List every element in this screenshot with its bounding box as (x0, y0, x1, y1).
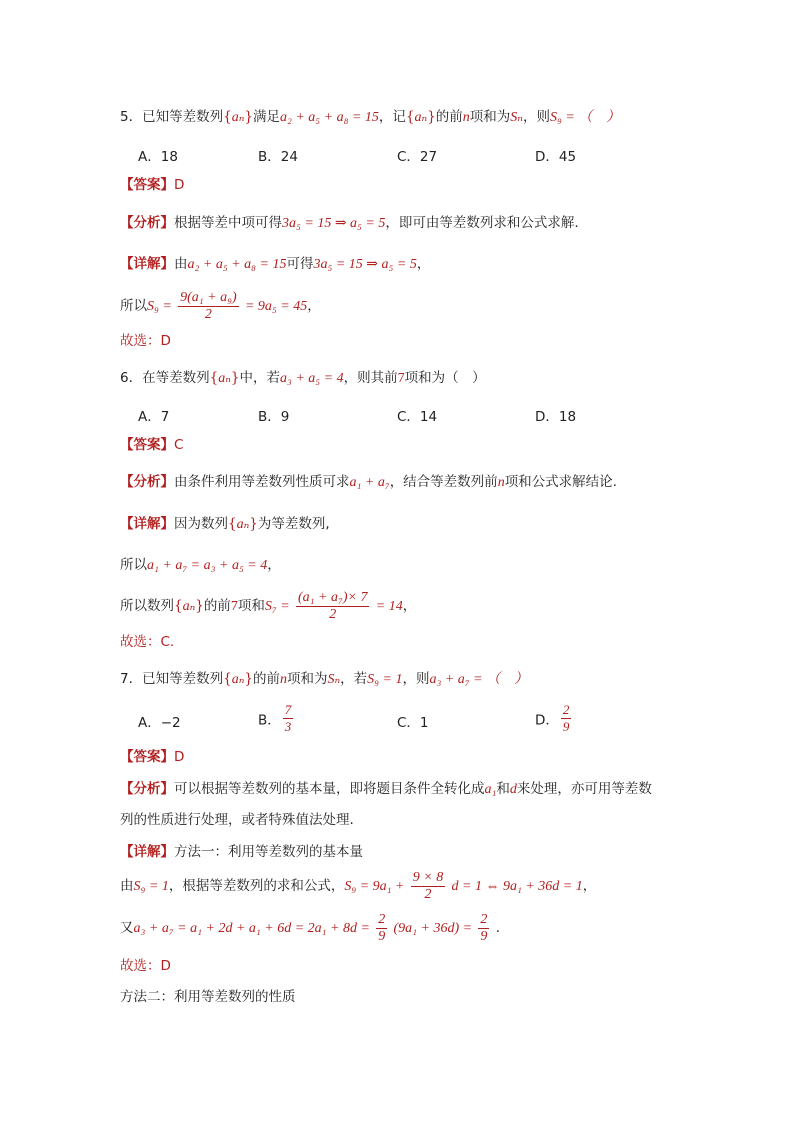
q5-answer: 【答案】D (120, 177, 185, 193)
q7-option-d-fraction: $\frac{2}{9}$ (562, 702, 570, 734)
q6-option-c[interactable]: C．14 (397, 409, 438, 425)
q7-analysis-2: 列的性质进行处理，或者特殊值法处理. (120, 812, 354, 828)
q6-choose: 故选：C. (120, 634, 175, 650)
q6-line3: 所以数列{aₙ}的前7项和S₇ = $\frac{\text{(a₁ + a₇)× 7}}{2}$ = 14， (120, 589, 417, 622)
q5-detail: 【详解】由a₂ + a₅ + a₈ = 15可得3a₅ = 15 ⇒ a₅ = 5， (120, 256, 431, 272)
q6-answer: 【答案】C (120, 437, 184, 453)
q7-option-a[interactable]: A．−2 (138, 715, 181, 731)
q7-line1: 由S₉ = 1，根据等差数列的求和公式，S₉ = 9a₁ + $\frac{9 \times 8}{2}$ d = 1 ⇔ 9a₁ + 36d = 1， (120, 869, 597, 902)
q5-option-d[interactable]: D．45 (535, 149, 577, 165)
q6-option-b[interactable]: B．9 (258, 409, 290, 425)
q7-answer: 【答案】D (120, 749, 185, 765)
q7-method2: 方法二：利用等差数列的性质 (120, 989, 296, 1005)
q7-option-b[interactable]: B． $\frac{7}{3}$ (258, 702, 292, 734)
q6-sum-fraction: $\frac{\text{(a₁ + a₇)× 7}}{2}$ (298, 589, 368, 622)
q7-line2-fraction-2: $\frac{2}{9}$ (480, 911, 488, 944)
q6-option-d[interactable]: D．18 (535, 409, 577, 425)
q6-analysis: 【分析】由条件利用等差数列性质可求a₁ + a₇，结合等差数列前n项和公式求解结论. (120, 474, 617, 490)
q7-option-c[interactable]: C．1 (397, 715, 429, 731)
q5-stem: 5．已知等差数列{aₙ}满足a₂ + a₅ + a₈ = 15，记{aₙ}的前n项和为Sₙ，则S₉ = （ ） (120, 109, 621, 125)
q5-choose: 故选：D (120, 333, 171, 349)
q5-option-c[interactable]: C．27 (397, 149, 438, 165)
q7-option-d[interactable]: D． $\frac{2}{9}$ (535, 702, 570, 734)
q7-line1-fraction: $\frac{9 \times 8}{2}$ (412, 869, 444, 902)
q5-option-a[interactable]: A．18 (138, 149, 178, 165)
q7-analysis-1: 【分析】可以根据等差数列的基本量，即将题目条件全转化成a₁和d来处理，亦可用等差数 (120, 781, 652, 797)
q5-analysis: 【分析】根据等差中项可得3a₅ = 15 ⇒ a₅ = 5，即可由等差数列求和公式求解. (120, 215, 579, 231)
q6-detail: 【详解】因为数列{aₙ}为等差数列, (120, 516, 330, 532)
q6-line2: 所以a₁ + a₇ = a₃ + a₅ = 4， (120, 557, 281, 573)
q5-sum-fraction: $\frac{\text{9(a₁ + a₉)}}{2}$ (180, 289, 237, 322)
q7-line2-fraction-1: $\frac{2}{9}$ (378, 911, 386, 944)
q7-stem: 7．已知等差数列{aₙ}的前n项和为Sₙ，若S₉ = 1，则a₃ + a₇ = （ ） (120, 671, 529, 687)
q7-option-b-fraction: $\frac{7}{3}$ (284, 702, 292, 734)
q5-sum: 所以S₉ = $\frac{\text{9(a₁ + a₉)}}{2}$ = 9a₅ = 45， (120, 289, 321, 322)
q6-stem: 6．在等差数列{aₙ}中，若a₃ + a₅ = 4，则其前7项和为（ ） (120, 370, 486, 386)
q5-option-b[interactable]: B．24 (258, 149, 298, 165)
q7-detail: 【详解】方法一：利用等差数列的基本量 (120, 844, 363, 860)
q6-option-a[interactable]: A．7 (138, 409, 170, 425)
q7-line2: 又a₃ + a₇ = a₁ + 2d + a₁ + 6d = 2a₁ + 8d = $\frac{2}{9}$ (9a₁ + 36d) = $\frac{2}{9}$ . (120, 911, 500, 944)
q7-choose: 故选：D (120, 958, 171, 974)
